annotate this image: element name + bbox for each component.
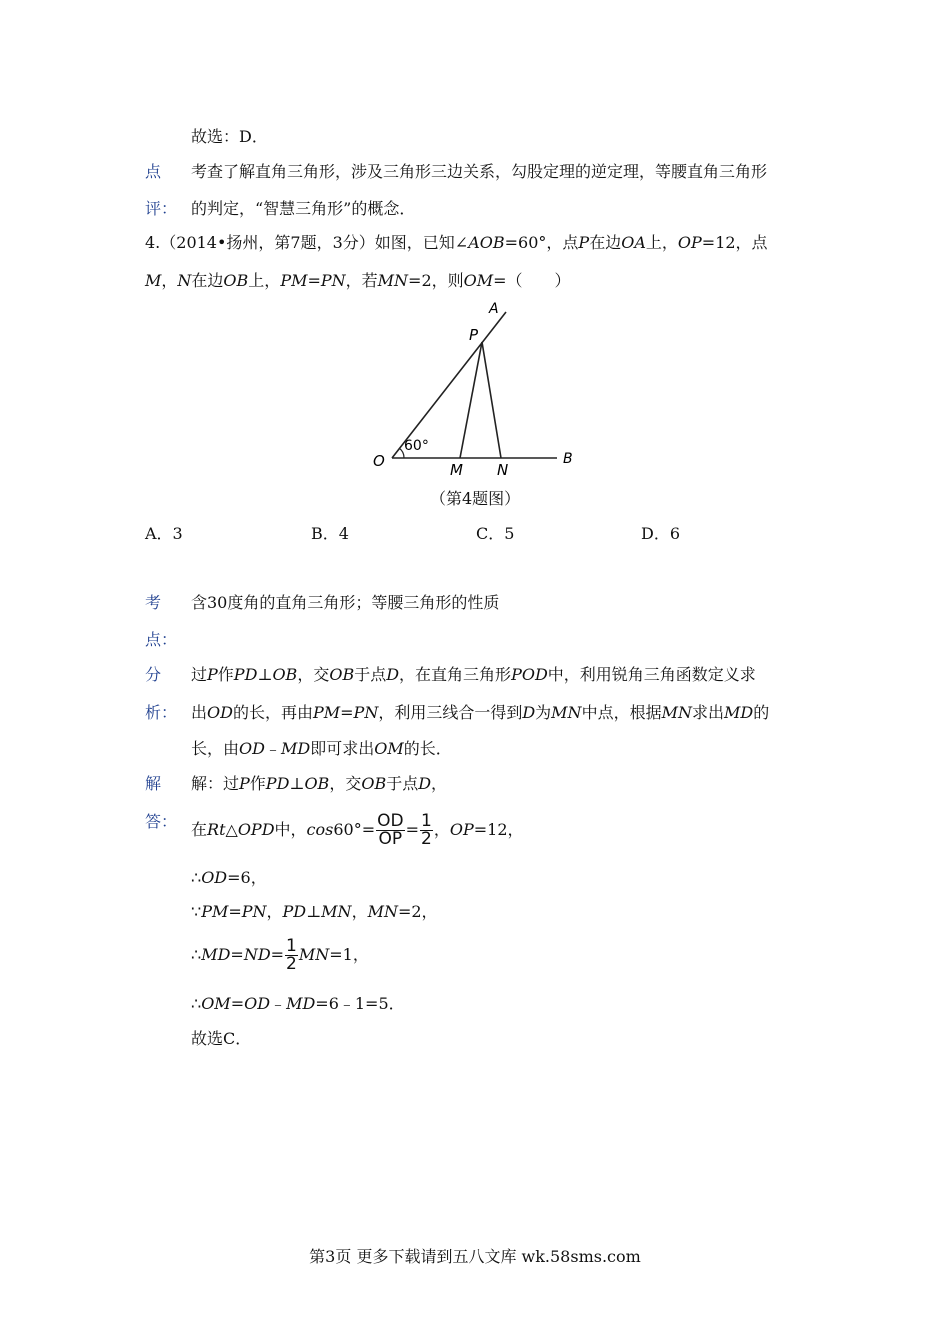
fraction-one-half: $\frac{1}{2}$ (421, 811, 432, 849)
label-m: M (450, 461, 463, 479)
figure-caption: （第4题图） (430, 489, 521, 508)
page-footer: 第3页 更多下载请到五八文库 wk.58sms.com (309, 1247, 641, 1266)
comment-line-2: 的判定，“智慧三角形”的概念． (191, 199, 416, 218)
kaodian-label-2: 点： (145, 630, 178, 649)
fenxi-line-2: 出OD的长，再由PM=PN，利用三线合一得到D为MN中点，根据MN求出MD的 (191, 703, 770, 722)
option-a: A．3 (145, 524, 183, 543)
segment-pn (482, 342, 501, 458)
jieda-label-2: 答： (145, 812, 178, 831)
fenxi-line-1: 过P作PD⊥OB，交OB于点D，在直角三角形POD中，利用锐角三角函数定义求 (191, 665, 756, 684)
fenxi-label-2: 析： (145, 703, 178, 722)
solution-step-5: ∴MD=ND= $\frac{1}{2}$ MN=1， (191, 936, 369, 974)
label-o: O (373, 452, 385, 470)
question-line-1: 4.（2014•扬州，第7题，3分）如图，已知∠AOB=60°，点P在边OA上，OP=12，点 (145, 233, 768, 252)
solution-step-3: ∴OD=6， (191, 868, 267, 887)
comment-label-1: 点 (145, 162, 162, 181)
fraction-od-op: $\frac{OD}{OP}$ (377, 811, 404, 849)
jieda-label-1: 解 (145, 774, 162, 793)
angle-label: 60° (404, 438, 429, 454)
solution-step-4: ∵PM=PN，PD⊥MN，MN=2， (191, 902, 438, 921)
solution-step-2: 在Rt△OPD中，cos60°= $\frac{OD}{OP}$ = $\frac{1}{2}$ ，OP=12， (191, 811, 524, 849)
option-c: C．5 (476, 524, 515, 543)
fenxi-line-3: 长，由OD﹣MD即可求出OM的长． (191, 739, 452, 758)
fraction-half: $\frac{1}{2}$ (286, 936, 297, 974)
solution-step-1: 解：过P作PD⊥OB，交OB于点D， (191, 774, 448, 793)
comment-label-2: 评： (145, 199, 178, 218)
option-d: D．6 (641, 524, 681, 543)
label-p: P (469, 326, 479, 344)
segment-pm (460, 342, 482, 458)
kaodian-label-1: 考 (145, 593, 162, 612)
kaodian-text: 含30度角的直角三角形；等腰三角形的性质 (191, 593, 500, 612)
label-b: B (563, 451, 573, 467)
comment-line-1: 考查了解直角三角形，涉及三角形三边关系，勾股定理的逆定理，等腰直角三角形 (191, 162, 768, 181)
solution-conclusion: 故选C． (191, 1029, 252, 1048)
solution-step-6: ∴OM=OD﹣MD=6﹣1=5． (191, 994, 405, 1013)
fenxi-label-1: 分 (145, 665, 162, 684)
label-a: A (489, 301, 499, 317)
question-line-2: M，N在边OB上，PM=PN，若MN=2，则OM=（ ） (145, 271, 571, 290)
label-n: N (497, 461, 509, 479)
geometry-figure (360, 296, 590, 486)
option-b: B．4 (311, 524, 349, 543)
previous-answer: 故选：D． (191, 127, 268, 146)
